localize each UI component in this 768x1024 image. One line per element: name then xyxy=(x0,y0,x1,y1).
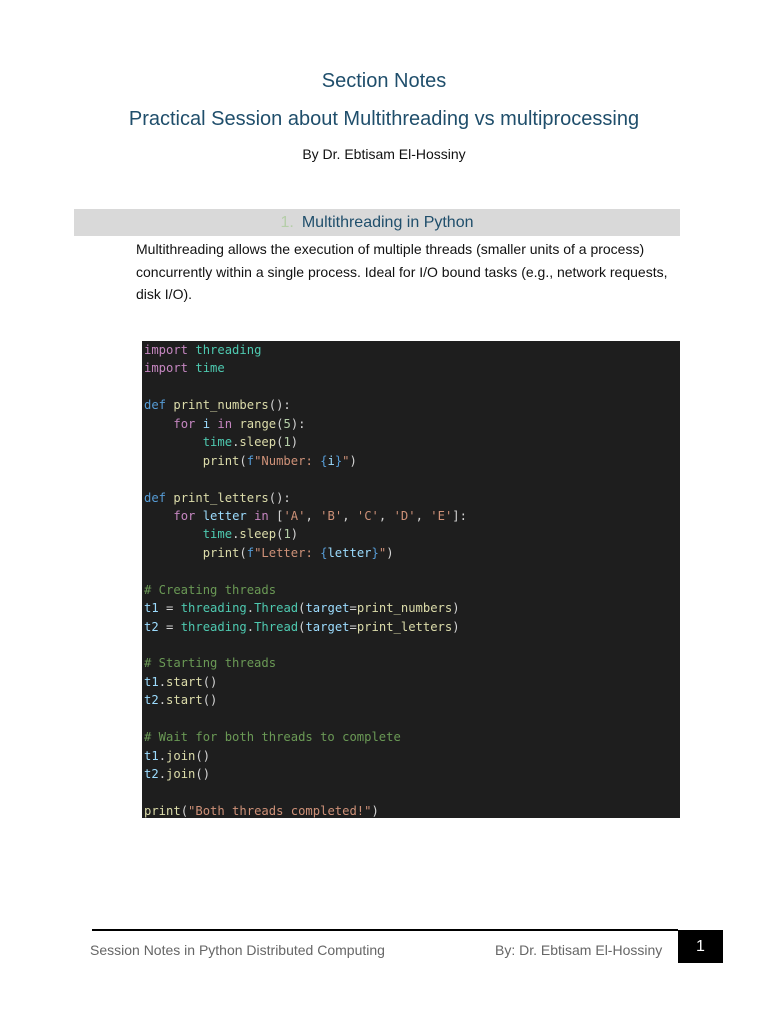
code-line: # Wait for both threads to complete xyxy=(144,730,401,745)
code-line: def print_letters(): xyxy=(144,490,291,505)
code-block xyxy=(142,341,680,818)
section-paragraph: Multithreading allows the execution of multiple threads (smaller units of a process) concurrently within a single process. Ideal for I/O bound tasks (e.g., network requests, disk I/O). xyxy=(136,241,668,302)
code-line xyxy=(144,636,680,654)
code-line: for i in range(5): xyxy=(173,416,306,431)
code-line: t2.start() xyxy=(144,693,218,708)
code-line: import threading xyxy=(144,343,262,357)
code-line: t1.start() xyxy=(144,674,218,689)
code-line: print("Both threads completed!") xyxy=(144,803,379,818)
code-line xyxy=(144,470,680,488)
code-line: t1 = threading.Thread(target=print_numbers) xyxy=(144,601,460,616)
code-line xyxy=(144,378,680,396)
code-line: # Creating threads xyxy=(144,582,277,597)
code-line: def print_numbers(): xyxy=(144,398,291,413)
page-number: 1 xyxy=(678,930,723,963)
code-line: for letter in ['A', 'B', 'C', 'D', 'E']: xyxy=(173,508,467,523)
document-title: Section Notes xyxy=(321,70,447,92)
code-line: t2 = threading.Thread(target=print_letters) xyxy=(144,619,460,634)
document-subtitle: Practical Session about Multithreading vs multiprocessing xyxy=(128,108,640,130)
code-line: import time xyxy=(144,361,225,376)
code-line: # Starting threads xyxy=(144,656,277,671)
section-heading-bar xyxy=(74,209,680,236)
code-line xyxy=(144,710,680,728)
code-line: print(f"Number: {i}") xyxy=(202,453,357,468)
code-line xyxy=(144,784,680,802)
footer-right-text: By: Dr. Ebtisam El-Hossiny xyxy=(495,942,663,958)
section-heading: Multithreading in Python xyxy=(301,213,474,231)
footer-divider xyxy=(92,929,678,931)
code-line: time.sleep(1) xyxy=(202,435,299,450)
document-author: By Dr. Ebtisam El-Hossiny xyxy=(302,146,466,162)
section-number: 1. xyxy=(280,213,294,231)
code-line xyxy=(144,562,680,580)
code-line: print(f"Letter: {letter}") xyxy=(202,545,394,560)
code-line: t2.join() xyxy=(144,767,211,782)
code-line: time.sleep(1) xyxy=(202,527,299,542)
code-line: t1.join() xyxy=(144,748,211,763)
footer-left-text: Session Notes in Python Distributed Computing xyxy=(90,942,385,958)
